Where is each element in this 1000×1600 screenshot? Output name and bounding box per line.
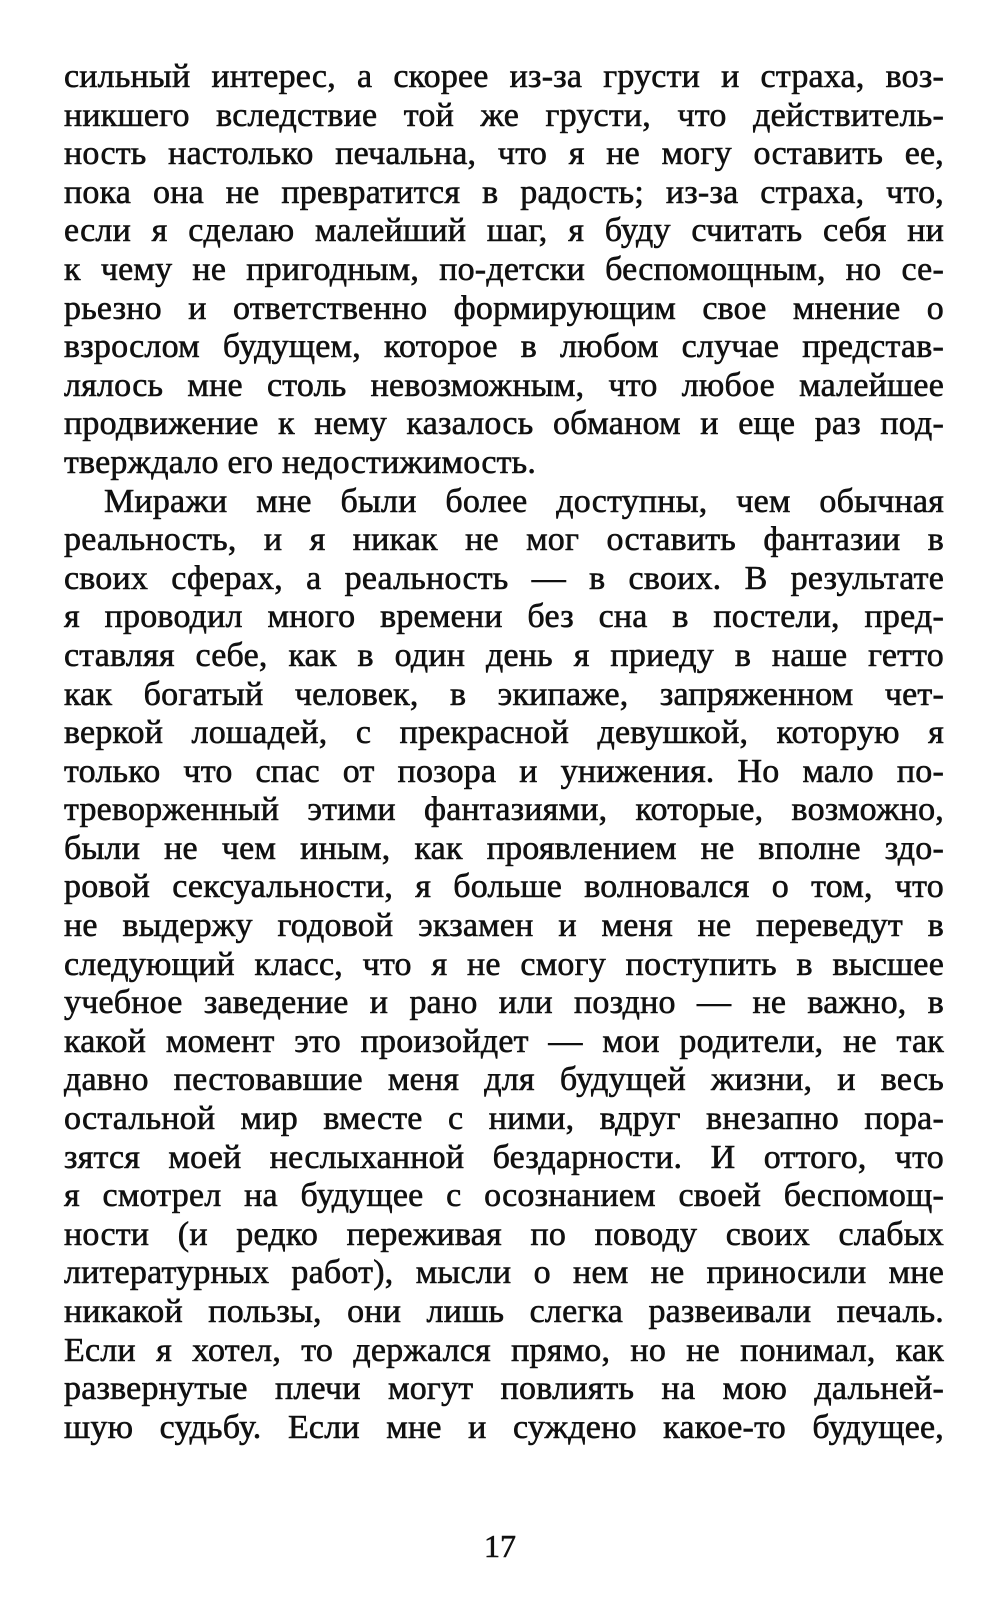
text-line: как богатый человек, в экипаже, запряженном чет- (64, 675, 944, 713)
text-line: ности (и редко переживая по поводу своих слабых (64, 1215, 944, 1253)
paragraph-start-line: Миражи мне были более доступны, чем обычная (104, 482, 944, 520)
text-line: развернутые плечи могут повлиять на мою дальней- (64, 1370, 944, 1408)
text-line: какой момент это произойдет — мои родители, не так (64, 1022, 944, 1060)
text-line: взрослом будущем, которое в любом случае представ- (64, 328, 944, 366)
text-line: треворженный этими фантазиями, которые, возможно, (64, 791, 944, 829)
text-line: сильный интерес, а скорее из-за грусти и страха, воз- (64, 58, 944, 95)
page-number: 17 (484, 1528, 516, 1564)
text-line: никшего вследствие той же грусти, что действитель- (64, 96, 944, 134)
text-line: своих сферах, а реальность — в своих. В результате (64, 559, 944, 597)
text-line: учебное заведение и рано или поздно — не важно, в (64, 984, 944, 1022)
text-line: реальность, и я никак не мог оставить фантазии в (64, 521, 944, 559)
body-text (64, 58, 944, 1447)
text-line: не выдержу годовой экзамен и меня не переведут в (64, 907, 944, 945)
text-line: лялось мне столь невозможным, что любое малейшее (64, 366, 944, 404)
text-line: я проводил много времени без сна в постели, пред- (64, 598, 944, 636)
text-line: продвижение к нему казалось обманом и еще раз под- (64, 405, 944, 443)
text-line: Если я хотел, то держался прямо, но не понимал, как (64, 1331, 944, 1369)
text-line: веркой лошадей, с прекрасной девушкой, которую я (64, 714, 944, 752)
text-line: тверждало его недостижимость. (64, 443, 537, 481)
text-line: шую судьбу. Если мне и суждено какое-то будущее, (64, 1408, 944, 1446)
text-line: остальной мир вместе с ними, вдруг внезапно пора- (64, 1100, 944, 1138)
text-line: если я сделаю малейший шаг, я буду считать себя ни (64, 212, 944, 250)
text-line: зятся моей неслыханной бездарности. И оттого, что (64, 1138, 944, 1176)
text-line: рьезно и ответственно формирующим свое мнение о (64, 289, 944, 327)
text-line: ставляя себе, как в один день я приеду в наше гетто (64, 636, 944, 674)
text-line: ность настолько печальна, что я не могу оставить ее, (64, 135, 944, 173)
text-line: я смотрел на будущее с осознанием своей беспомощ- (64, 1177, 944, 1215)
text-line: пока она не превратится в радость; из-за страха, что, (64, 173, 944, 211)
text-line: никакой пользы, они лишь слегка развеивали печаль. (64, 1293, 944, 1330)
text-line: следующий класс, что я не смогу поступить в высшее (64, 945, 944, 983)
text-line: литературных работ), мысли о нем не приносили мне (64, 1254, 944, 1292)
text-line: давно пестовавшие меня для будущей жизни, и весь (64, 1061, 944, 1099)
text-line: ровой сексуальности, я больше волновался о том, что (64, 868, 944, 906)
text-line: к чему не пригодным, по-детски беспомощным, но се- (64, 250, 944, 288)
text-line: были не чем иным, как проявлением не вполне здо- (64, 829, 944, 867)
text-line: только что спас от позора и унижения. Но мало по- (64, 752, 944, 790)
